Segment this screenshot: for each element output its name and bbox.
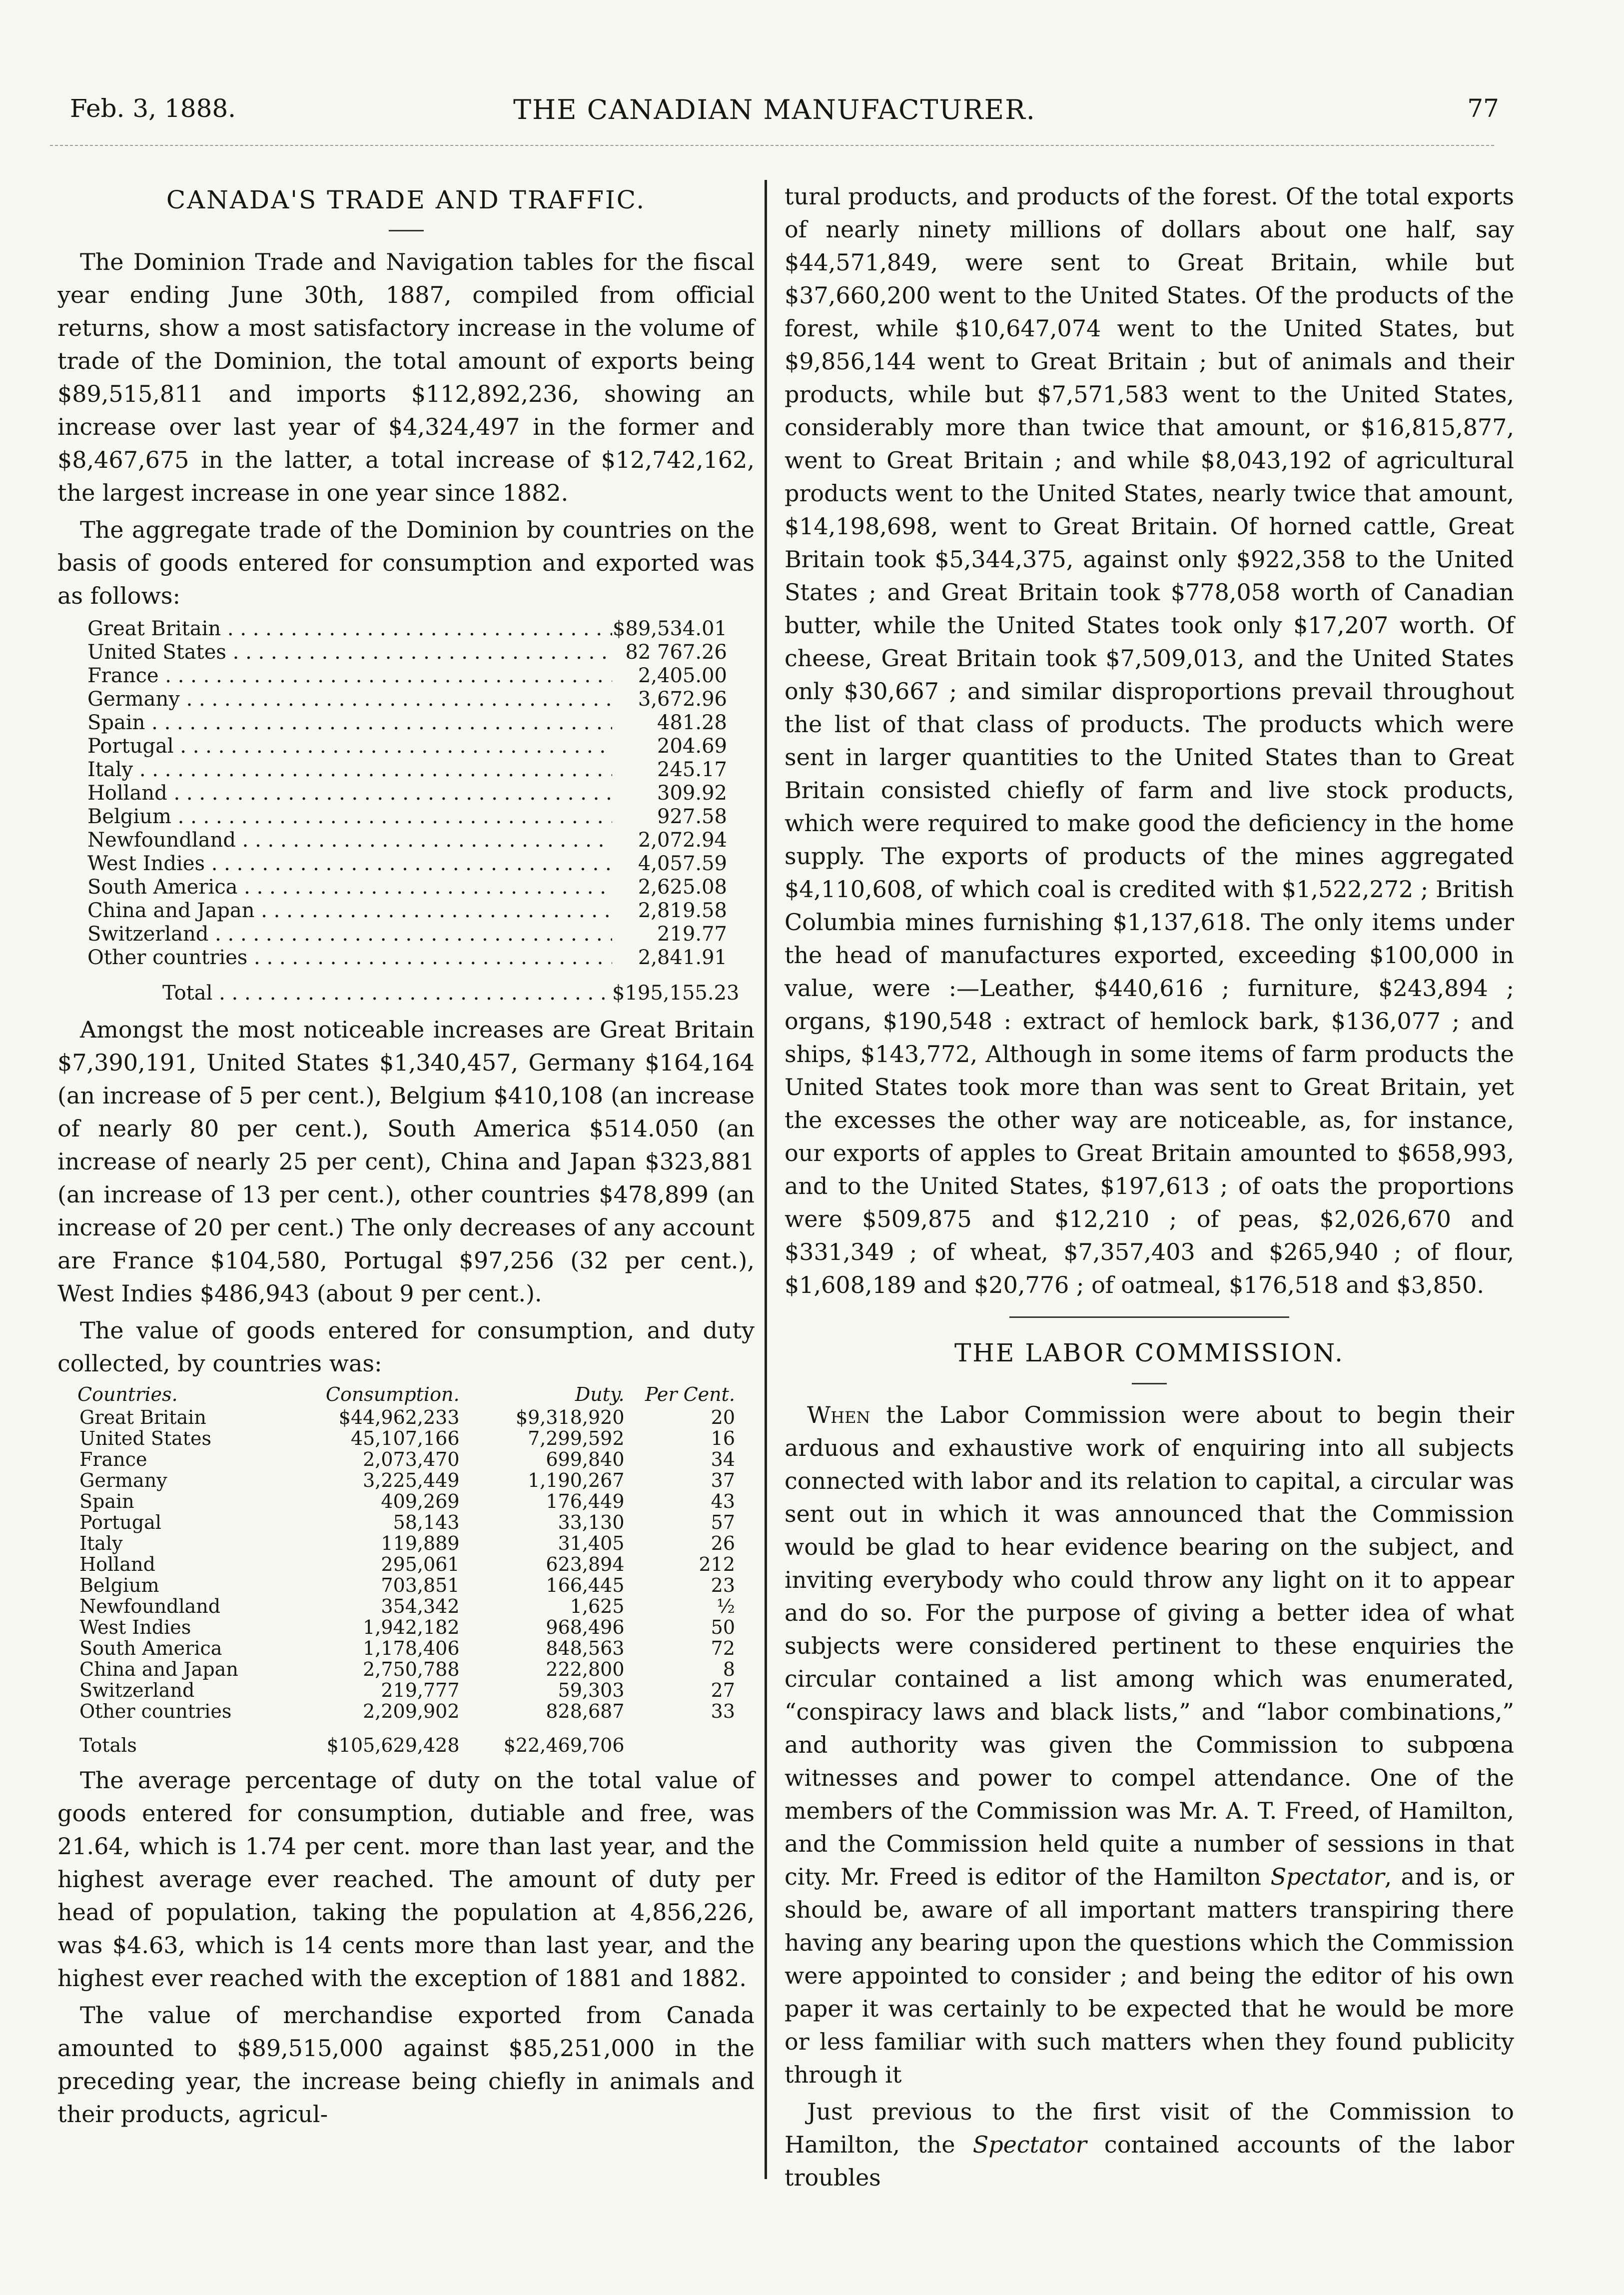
duty-value: 33,130 [558, 1511, 625, 1533]
totals-row [77, 1722, 737, 1756]
page-header [50, 89, 1499, 139]
duty-value: 31,405 [558, 1532, 625, 1554]
aggregate-trade-table [87, 617, 740, 1005]
duty-value: 828,687 [546, 1700, 625, 1722]
table-row [87, 711, 727, 735]
consumption-value: 1,942,182 [363, 1616, 460, 1638]
article-separator [1009, 1316, 1289, 1318]
left-column [57, 180, 755, 2135]
consumption-value: $44,962,233 [338, 1406, 460, 1428]
masthead: THE CANADIAN MANUFACTURER. [513, 94, 1036, 125]
trade-paragraph-4: The value of goods entered for consumption, and duty collected, by countries was: [57, 1317, 755, 1377]
country-name: Other countries . . . [87, 946, 612, 970]
labor-text: the Labor Commission were about to begin their arduous and exhaustive work of enquiring into all subjects connected with labor and its relation to capital, a circular was sent out in which it was announced that the Commission would be glad to hear evidence bearing on the subject, and inviting everybody who could throw any light on it to appear and do so. For the purpose of giving a better idea of what subjects were considered pertinent to these enquiries the circular contained a list among which was enumerated, “conspiracy laws and black lists,” and “labor combinations,” and authority was given the Commission to subpœna witnesses and power to compel attendance. One of the members of the Commission was Mr. A. T. Freed, of Hamilton, and the Commission held quite a number of sessions in that city. Mr. Freed is editor of the Hamilton [785, 1401, 1514, 1890]
table-row [77, 1428, 737, 1449]
trade-value: 2,625.08 [638, 876, 727, 899]
table-row [87, 664, 727, 688]
lead-word: When [807, 1401, 870, 1428]
percent-value: 72 [711, 1637, 735, 1659]
country-name: West Indies [79, 1616, 191, 1638]
country-name: South America [79, 1637, 222, 1659]
table-row [77, 1407, 737, 1428]
table-row [77, 1617, 737, 1638]
percent-value: 16 [711, 1427, 735, 1449]
country-name: Portugal [79, 1511, 161, 1533]
table-row [87, 805, 727, 829]
table-row [77, 1512, 737, 1533]
trade-paragraph-6-start: The value of merchandise exported from Canada amounted to $89,515,000 against $85,251,000 in the preceding year, the increase being chiefly in animals and their products, agricul- [57, 2002, 755, 2128]
country-name: France . . . [87, 664, 612, 688]
percent-value: 26 [711, 1532, 735, 1554]
article-title-trade: CANADA'S TRADE AND TRAFFIC. [166, 185, 646, 214]
labor-paragraph-1 [785, 1398, 1514, 2091]
percent-value: 43 [711, 1490, 735, 1512]
article-title-labor: THE LABOR COMMISSION. [954, 1338, 1345, 1367]
trade-value: 204.69 [657, 735, 727, 758]
percent-value: 50 [711, 1616, 735, 1638]
table-row [77, 1491, 737, 1512]
table-row [87, 735, 727, 758]
country-name: Switzerland . . . [87, 923, 612, 946]
country-name: Belgium . . . [87, 805, 612, 829]
table-row [87, 782, 727, 805]
country-name: Newfoundland [79, 1595, 221, 1617]
labor-text: , and is, or should be, aware of all important matters transpiring there having any bearing upon the questions which the Commission were appointed to consider ; and being the editor of his own paper it was certainly to be expected that he would be more or less familiar with such matters when they found publicity through it [785, 1863, 1515, 2088]
country-name: Germany [79, 1469, 167, 1491]
header-rule [50, 145, 1494, 146]
consumption-value: 58,143 [393, 1511, 460, 1533]
newspaper-name: Spectator [972, 2131, 1087, 2158]
country-name: United States . . . [87, 641, 612, 664]
table-row [77, 1596, 737, 1617]
trade-value: 2,819.58 [638, 899, 727, 922]
trade-paragraph-6-continued: tural products, and products of the forest. Of the total exports of nearly ninety millions of dollars about one half, say $44,571,849, were sent to Great Britain, while but $37,660,200 went to the United States. Of the products of the forest, while $10,647,074 went to the United States, but $9,856,144 went to Great Britain ; but of animals and their products, while but $7,571,583 went to the United States, considerably more than twice that amount, or $16,815,877, went to Great Britain ; and while $8,043,192 of agricultural products went to the United States, nearly twice that amount, $14,198,698, went to Great Britain. Of horned cattle, Great Britain took $5,344,375, against only $922,358 to the United States ; and Great Britain took $778,058 worth of Canadian butter, while the United States took only $17,207 worth. Of cheese, Great Britain took $7,509,013, and the United States only $30,667 ; and similar disproportions prevail throughout the list of that class of products. The products which were sent in larger quantities to the United States than to Great Britain consisted chiefly of farm and live stock products, which were required to make good the deficiency in the home supply. The exports of products of the mines aggregated $4,110,608, of which coal is credited with $1,522,272 ; British Columbia mines furnishing $1,137,618. The only items under the head of manufactures exported, exceeding $100,000 in value, were :—Leather, $440,616 ; furniture, $243,894 ; organs, $190,548 : extract of hemlock bark, $136,077 ; and ships, $143,772, Although in some items of farm products the United States took more than was sent to Great Britain, yet the excesses the other way are noticeable, as, for instance, our exports of apples to Great Britain amounted to $658,993, and to the United States, $197,613 ; of oats the proportions were $509,875 and $12,210 ; of peas, $2,026,670 and $331,349 ; of wheat, $7,357,403 and $265,940 ; of flour, $1,608,189 and $20,776 ; of oatmeal, $176,518 and $3,850. [785, 183, 1514, 1298]
country-name: Other countries [79, 1700, 232, 1722]
percent-value: ½ [717, 1595, 735, 1617]
country-name: West Indies . . . [87, 852, 612, 876]
table-row [87, 641, 727, 664]
title-rule [1132, 1383, 1167, 1384]
country-name: France [79, 1448, 147, 1470]
duty-value: 222,800 [546, 1658, 625, 1680]
country-name: United States [79, 1427, 212, 1449]
table-row [87, 688, 727, 711]
page-number: 77 [1467, 94, 1499, 123]
labor-text: contained accounts of the labor troubles [785, 2131, 1514, 2191]
country-name: Italy [79, 1532, 123, 1554]
trade-value: 927.58 [657, 805, 727, 828]
aggregate-total-value: $195,155.23 [612, 982, 740, 1005]
duty-value: $9,318,920 [515, 1406, 625, 1428]
trade-paragraph-1: The Dominion Trade and Navigation tables for the fiscal year ending June 30th, 1887, compiled from official returns, show a most satisfactory increase in the volume of trade of the Dominion, the total amount of exports being $89,515,811 and imports $112,892,236, showing an increase over last year of $4,324,497 in the former and $8,467,675 in the latter, a total increase of $12,742,162, the largest increase in one year since 1882. [57, 248, 755, 506]
consumption-value: 2,073,470 [363, 1448, 460, 1470]
country-name: Spain . . . [87, 711, 612, 735]
percent-value: 33 [711, 1700, 735, 1722]
trade-paragraph-2: The aggregate trade of the Dominion by countries on the basis of goods entered for consumption and exported was as follows: [57, 516, 755, 609]
duty-value: 176,449 [546, 1490, 625, 1512]
trade-value: 3,672.96 [638, 688, 727, 711]
table-row [77, 1701, 737, 1722]
consumption-value: 354,342 [381, 1595, 460, 1617]
consumption-value: 219,777 [381, 1679, 460, 1701]
totals-duty: $22,469,706 [503, 1734, 625, 1756]
duty-value: 623,894 [546, 1553, 625, 1575]
country-name: Holland . . . [87, 782, 612, 805]
percent-value: 57 [711, 1511, 735, 1533]
trade-value: 82 767.26 [625, 641, 727, 664]
trade-value: 245.17 [657, 758, 727, 781]
country-name: Belgium [79, 1574, 159, 1596]
trade-value: 219.77 [657, 923, 727, 946]
table-row [87, 617, 727, 641]
percent-value: 23 [711, 1574, 735, 1596]
duty-value: 7,299,592 [528, 1427, 625, 1449]
percent-value: 20 [711, 1406, 735, 1428]
consumption-value: 45,107,166 [350, 1427, 460, 1449]
header-consumption: Consumption. [325, 1383, 460, 1405]
newspaper-name: Spectator [1270, 1863, 1385, 1890]
table-row [77, 1470, 737, 1491]
country-name: South America . . . [87, 876, 612, 899]
totals-percent [627, 1722, 737, 1756]
table-row [77, 1638, 737, 1659]
totals-label: Totals [79, 1734, 137, 1756]
percent-value: 8 [723, 1658, 735, 1680]
country-name: Great Britain . . . [87, 617, 612, 641]
trade-value: 481.28 [657, 711, 727, 734]
table-row [77, 1554, 737, 1575]
country-name: Switzerland [79, 1679, 195, 1701]
country-name: Holland [79, 1553, 155, 1575]
country-name: Newfoundland . . . [87, 829, 612, 852]
totals-consumption: $105,629,428 [326, 1734, 460, 1756]
percent-value: 212 [699, 1553, 735, 1575]
aggregate-total-row [87, 982, 740, 1005]
duty-value: 59,303 [558, 1679, 625, 1701]
consumption-value: 3,225,449 [363, 1469, 460, 1491]
trade-value: 2,841.91 [638, 946, 727, 969]
duty-value: 1,625 [570, 1595, 625, 1617]
duty-value: 968,496 [546, 1616, 625, 1638]
aggregate-total-label: Total . . . [162, 982, 612, 1005]
right-column [785, 180, 1514, 2198]
country-name: Portugal . . . [87, 735, 612, 758]
trade-value: 2,072.94 [638, 829, 727, 852]
consumption-duty-table [77, 1384, 737, 1756]
trade-value: 2,405.00 [638, 664, 727, 687]
table-row [87, 923, 727, 946]
country-name: China and Japan [79, 1658, 238, 1680]
header-duty: Duty. [575, 1383, 625, 1405]
table-row [77, 1659, 737, 1680]
trade-paragraph-5: The average percentage of duty on the total value of goods entered for consumption, dutiable and free, was 21.64, which is 1.74 per cent. more than last year, and the highest average ever reached. The amount of duty per head of population, taking the population at 4,856,226, was $4.63, which is 14 cents more than last year, and the highest ever reached with the exception of 1881 and 1882. [57, 1767, 755, 1992]
column-divider [765, 180, 767, 2179]
table-row [87, 876, 727, 899]
labor-text: Just previous to the first visit of the Commission to Hamilton, the [785, 2098, 1514, 2158]
trade-value: 309.92 [657, 782, 727, 805]
consumption-value: 295,061 [381, 1553, 460, 1575]
consumption-value: 409,269 [381, 1490, 460, 1512]
percent-value: 34 [711, 1448, 735, 1470]
trade-value: $89,534.01 [612, 617, 727, 640]
issue-date: Feb. 3, 1888. [70, 94, 236, 123]
trade-paragraph-3: Amongst the most noticeable increases are Great Britain $7,390,191, United States $1,340,457, Germany $164,164 (an increase of 5 per cent.), Belgium $410,108 (an increase of nearly 80 per cent.), South America $514.050 (an increase of nearly 25 per cent), China and Japan $323,881 (an increase of 13 per cent.), other countries $478,899 (an increase of 20 per cent.) The only decreases of any account are France $104,580, Portugal $97,256 (32 per cent.), West Indies $486,943 (about 9 per cent.). [57, 1016, 755, 1307]
table-row [87, 829, 727, 852]
table-row [87, 899, 727, 923]
country-name: Italy . . . [87, 758, 612, 782]
consumption-value: 703,851 [381, 1574, 460, 1596]
duty-value: 1,190,267 [528, 1469, 625, 1491]
table-row [87, 852, 727, 876]
country-name: Great Britain [79, 1406, 206, 1428]
title-rule [389, 230, 424, 231]
consumption-value: 2,209,902 [363, 1700, 460, 1722]
table-header-row [77, 1384, 737, 1407]
percent-value: 27 [711, 1679, 735, 1701]
table-row [77, 1533, 737, 1554]
percent-value: 37 [711, 1469, 735, 1491]
header-countries: Countries. [77, 1383, 178, 1405]
country-name: Germany . . . [87, 688, 612, 711]
country-name: Spain [79, 1490, 134, 1512]
table-row [87, 758, 727, 782]
trade-value: 4,057.59 [638, 852, 727, 875]
header-percent: Per Cent. [645, 1383, 735, 1405]
table-row [87, 946, 727, 970]
consumption-value: 1,178,406 [363, 1637, 460, 1659]
country-name: China and Japan . . . [87, 899, 612, 923]
consumption-value: 2,750,788 [363, 1658, 460, 1680]
consumption-value: 119,889 [381, 1532, 460, 1554]
labor-paragraph-2 [785, 2095, 1514, 2194]
duty-value: 166,445 [546, 1574, 625, 1596]
table-row [77, 1449, 737, 1470]
duty-value: 699,840 [546, 1448, 625, 1470]
duty-value: 848,563 [546, 1637, 625, 1659]
table-row [77, 1680, 737, 1701]
table-row [77, 1575, 737, 1596]
